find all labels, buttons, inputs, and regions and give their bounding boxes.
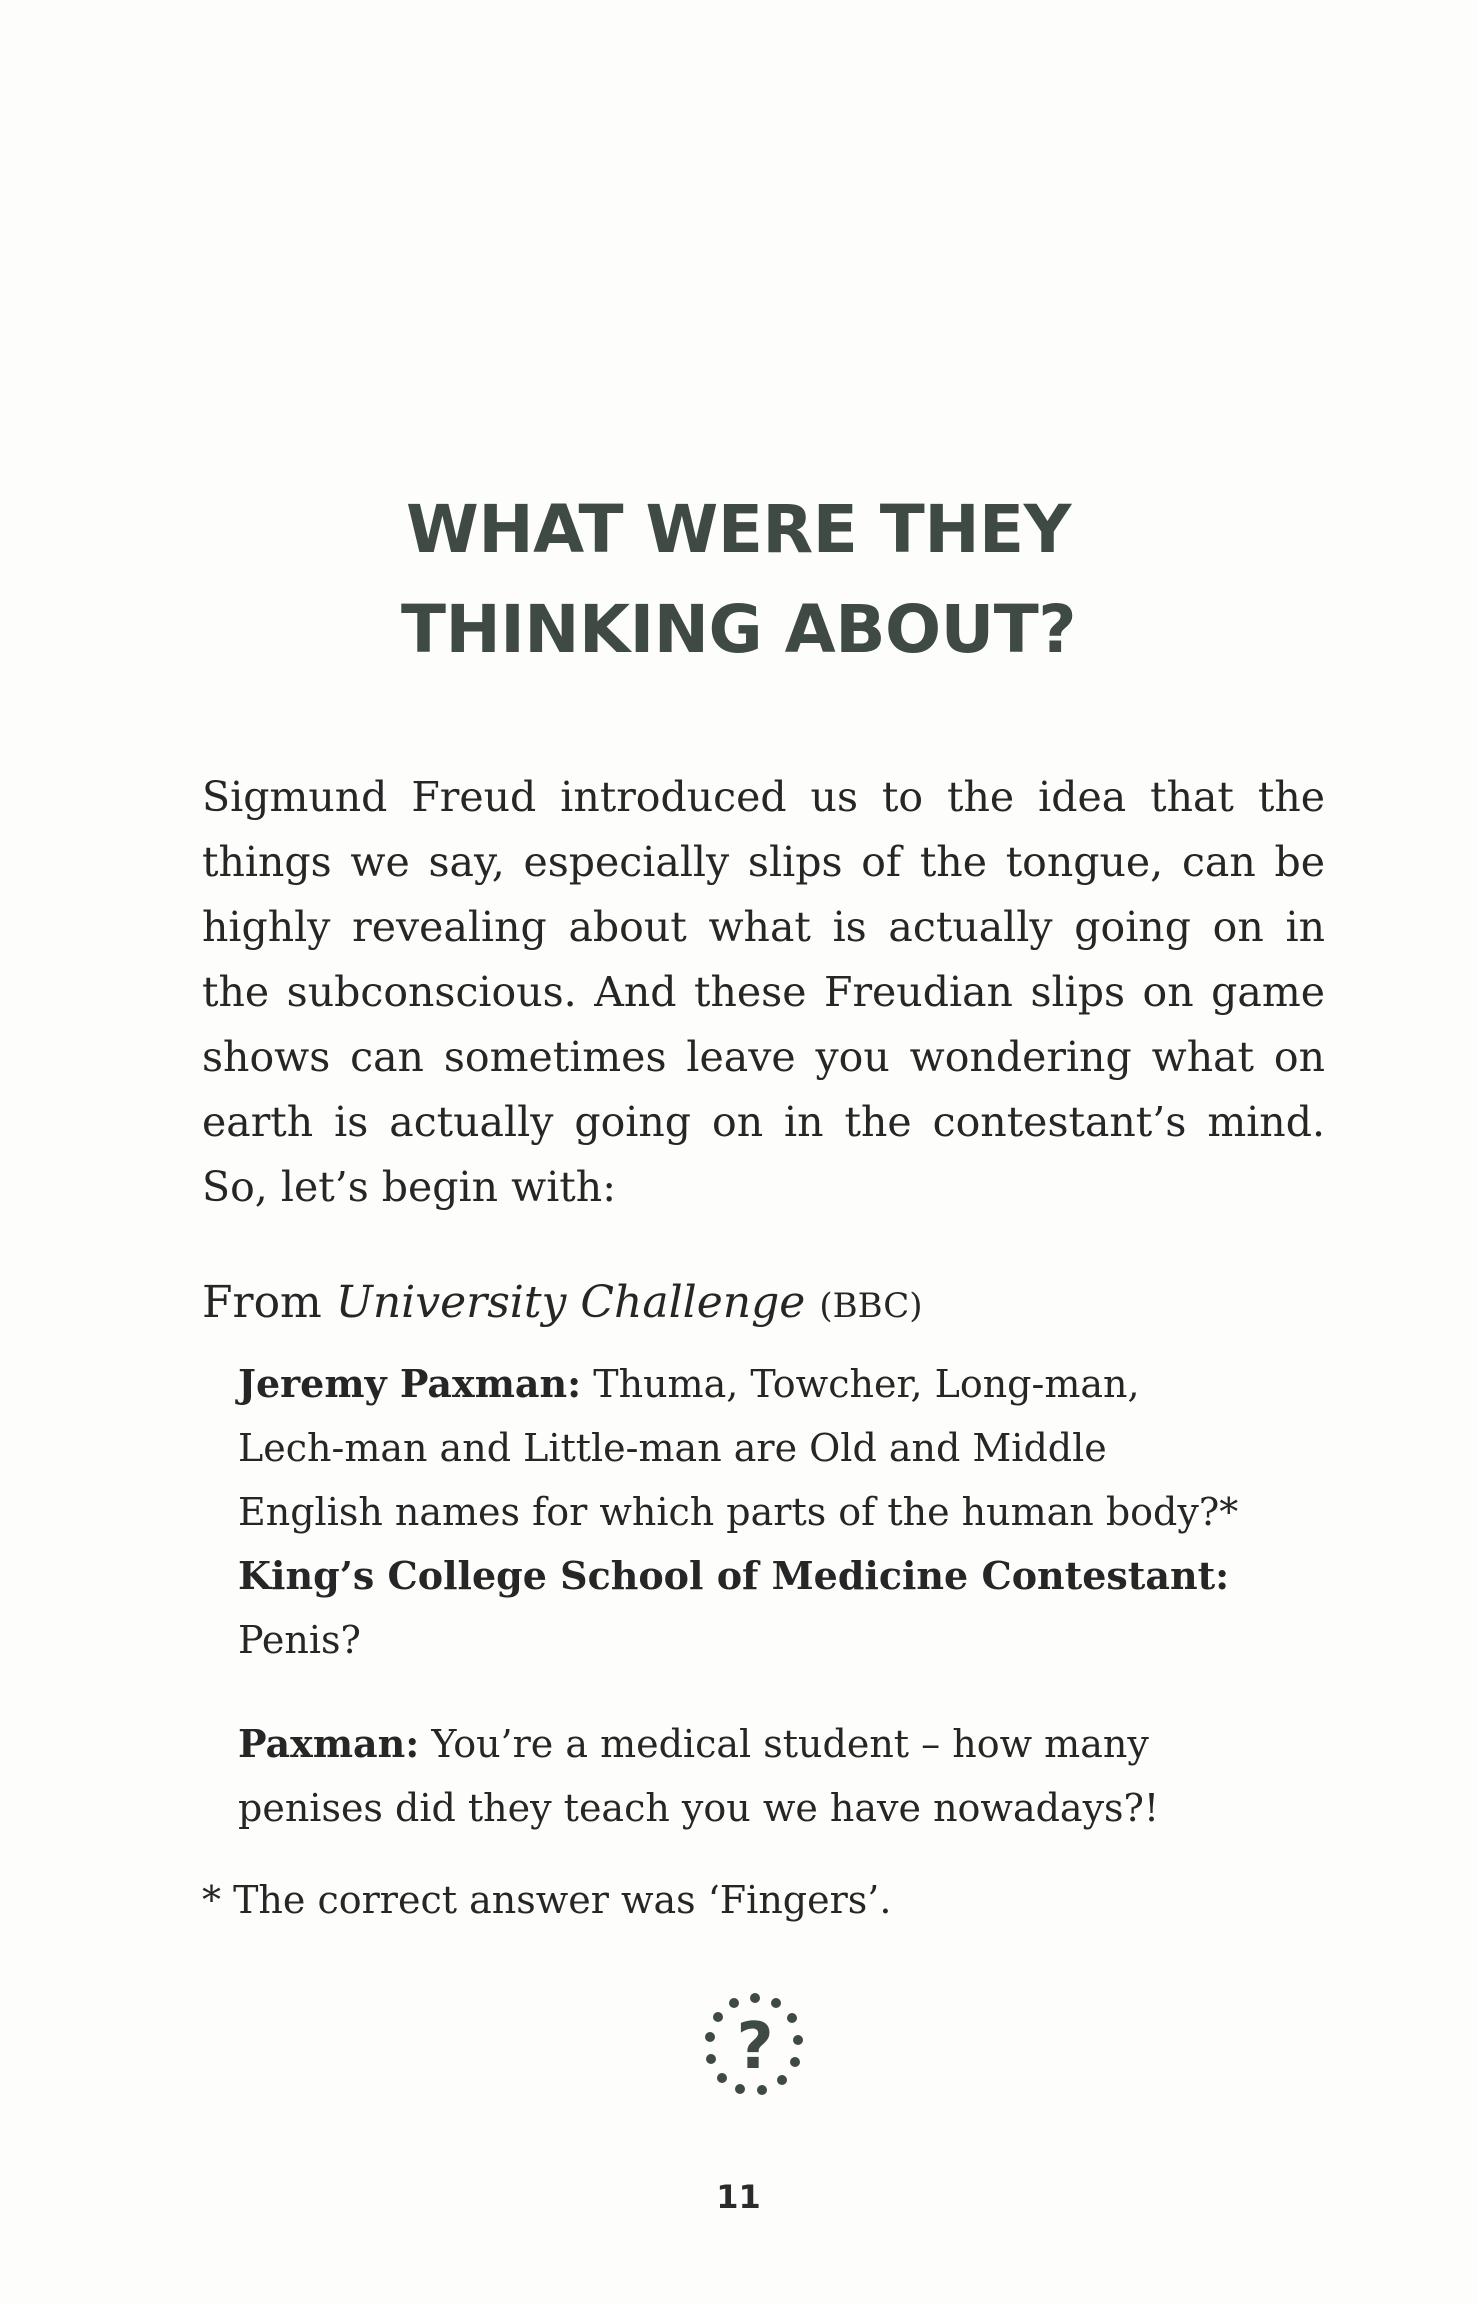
speaker-name: Paxman: [238,1721,420,1766]
intro-line: shows can sometimes leave you wondering what on [202,1033,1325,1081]
dialogue-line: Lech-man and Little-man are Old and Middle [238,1426,1107,1470]
intro-line: Sigmund Freud introduced us to the idea that the [202,773,1325,821]
speaker-name: Jeremy Paxman: [238,1361,582,1406]
intro-line: the subconscious. And these Freudian slips on game [202,968,1325,1016]
dialogue-line [238,1544,1318,1608]
intro-line: highly revealing about what is actually going on in [202,903,1325,951]
show-title: University Challenge [335,1277,806,1328]
speech-text: Thuma, Towcher, Long-man, [581,1362,1140,1406]
dialogue-line [238,1712,1318,1776]
chapter-title-line-2: THINKING ABOUT? [400,591,1077,668]
source-prefix: From [202,1277,336,1328]
dialogue-exchange-1 [238,1352,1318,1672]
dialogue-line: penises did they teach you we have nowadays?! [238,1786,1160,1830]
dialogue-line [238,1352,1318,1416]
dialogue-exchange-2 [238,1712,1318,1840]
intro-line: earth is actually going on in the contestant’s mind. [202,1098,1325,1146]
source-heading [202,1268,1325,1341]
dialogue-line: English names for which parts of the human body?* [238,1490,1239,1534]
intro-line: things we say, especially slips of the tongue, can be [202,838,1325,886]
question-mark-dotted-circle-icon [700,1990,810,2100]
chapter-title-line-1: WHAT WERE THEY [406,491,1071,568]
dialogue-line: Penis? [238,1618,361,1662]
speech-text: You’re a medical student – how many [419,1722,1149,1766]
chapter-title [0,480,1477,680]
channel-name: (BBC) [819,1286,923,1326]
speaker-name: King’s College School of Medicine Contestant: [238,1553,1230,1598]
ornament-glyph: ? [736,2010,774,2084]
footnote: * The correct answer was ‘Fingers’. [202,1878,892,1922]
page-number: 11 [716,2178,761,2216]
intro-paragraph [202,765,1325,1220]
intro-line: So, let’s begin with: [202,1163,617,1211]
